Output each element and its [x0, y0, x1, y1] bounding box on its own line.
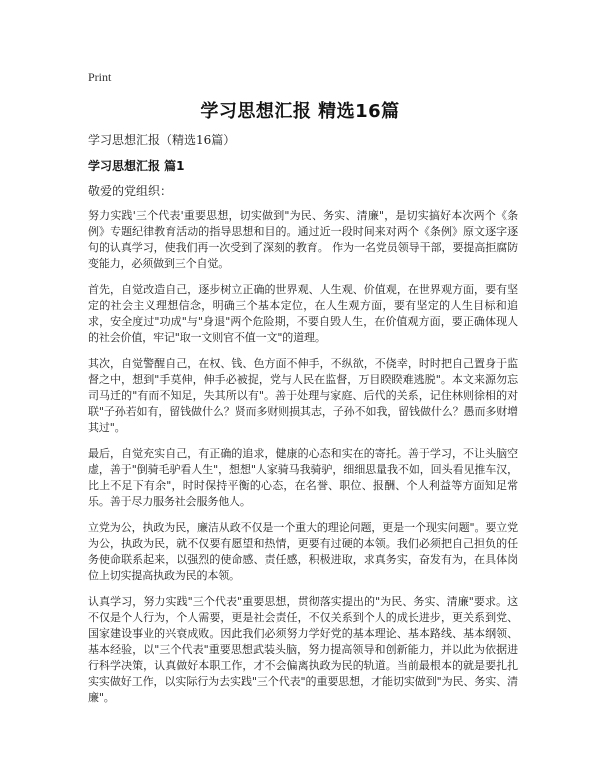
paragraph-6: 认真学习，努力实践"三个代表"重要思想，贯彻落实提出的"为民、务实、清廉"要求。这不仅是个人行为，个人需要，更是社会责任，不仅关系到个人的成长进步，更关系到党、国家建设事业的兴衰成败。因此我们必须努力学好党的基本理论、基本路线、基本纲领、基本经验，以"三个代表"重要思想武装头脑，努力提高领导和创新能力，并以此为依据进行科学决策，认真做好本职工作，才不会偏离执政为民的轨道。当前最根本的就是要扎扎实实做好工作，以实际行为去实践"三个代表"的重要思想，才能切实做到"为民、务实、清廉"。: [88, 595, 518, 704]
paragraph-2: 首先，自觉改造自己，逐步树立正确的世界观、人生观、价值观，在世界观方面，要有坚定的社会主义理想信念，明确三个基本定位，在人生观方面，要有坚定的人生目标和追求，安全度过"功成"与"身退"两个危险期，不要自毁人生，在价值观方面，要正确体现人的社会价值，牢记"取一文则官不值一文"的道理。: [88, 283, 518, 344]
section-heading: 学习思想汇报 篇1: [88, 159, 185, 173]
paragraph-5: 立党为公，执政为民，廉洁从政不仅是一个重大的理论问题，更是一个现实问题"。要立党为公，执政为民，就不仅要有愿望和热情，更要有过硬的本领。我们必须把自己担负的任务使命联系起来，以强烈的使命感、责任感，积极进取，求真务实，奋发有为，在具体岗位上切实提高执政为民的本领。: [88, 521, 518, 582]
document-body: [88, 132, 518, 716]
paragraph-1: 努力实践'三个代表'重要思想，切实做到"为民、务实、清廉"，是切实搞好本次两个《条例》专题纪律教育活动的指导思想和目的。通过近一段时间来对两个《条例》原文逐字逐句的认真学习，使我们再一次受到了深刻的教育。 作为一名党员领导干部，要提高拒腐防变能力，必须做到三个自觉。: [88, 209, 518, 270]
greeting-line: 敬爱的党组织：: [88, 184, 173, 198]
print-link[interactable]: Print: [88, 70, 112, 84]
paragraph-4: 最后，自觉充实自己，有正确的追求，健康的心态和实在的寄托。善于学习，不让头脑空虚，善于"倒骑毛驴看人生"，想想"人家骑马我骑驴，细细思量我不如，回头看见推车汉，比上不足下有余"，时时保持平衡的心态，在名誉、职位、报酬、个人利益等方面知足常乐。善于尽力服务社会服务他人。: [88, 447, 518, 508]
document-subtitle: 学习思想汇报（精选16篇）: [88, 133, 236, 147]
page-title: 学习思想汇报 精选16篇: [200, 101, 400, 122]
paragraph-3: 其次，自觉警醒自己，在权、钱、色方面不伸手，不纵欲，不侥幸，时时把自己置身于监督之中，想到"手莫伸，伸手必被捉，党与人民在监督，万目睽睽难逃脱"。本文来源勿忘司马迁的"有而不知足，失其所以有"。善于处理与家庭、后代的关系，记住林则徐相的对联"子孙若如有，留钱做什么？贤而多财则损其志，子孙不如我，留钱做什么？愚而多财增其过"。: [88, 357, 518, 434]
